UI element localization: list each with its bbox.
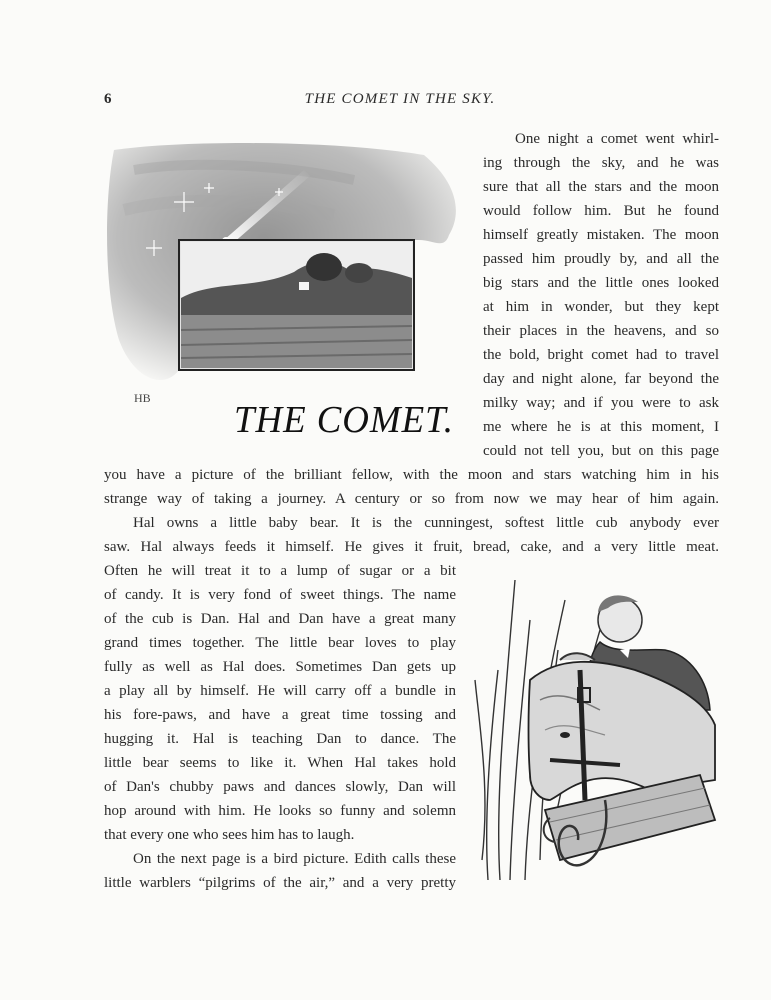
text-line: of candy. It is very fond of sweet things. The name [104,587,456,603]
text-line: ing through the sky, and he was [483,155,719,171]
text-line: a play all by himself. He will carry off a bundle in [104,683,456,699]
text-line: of the cub is Dan. Hal and Dan have a great many [104,611,456,627]
text-line: day and night alone, far beyond the [483,371,719,387]
text-line: himself greatly mistaken. The moon [483,227,719,243]
text-line: their places in the heavens, and so [483,323,719,339]
text-line: sure that all the stars and the moon [483,179,719,195]
text-line: that every one who sees him has to laugh. [104,827,355,843]
text-line: passed him proudly by, and all the [483,251,719,267]
text-line: his fore-paws, and have a great time tossing and [104,707,456,723]
text-line: hugging it. Hal is teaching Dan to dance. The [104,731,456,747]
text-line: fully as well as Hal does. Sometimes Dan gets up [104,659,456,675]
text-line: One night a comet went whirl- [515,131,719,147]
text-line: at him in wonder, but they kept [483,299,719,315]
text-line: big stars and the little ones looked [483,275,719,291]
text-line: would follow him. But he found [483,203,719,219]
text-line: you have a picture of the brilliant fellow, with the moon and stars watching him in his [104,467,719,483]
text-line: grand times together. The little bear loves to play [104,635,456,651]
text-line: of Dan's chubby paws and dances slowly, Dan will [104,779,456,795]
text-line: little bear seems to like it. When Hal takes hold [104,755,456,771]
comet-illustration [104,140,470,450]
text-line: the bold, bright comet had to travel [483,347,719,363]
text-line: saw. Hal always feeds it himself. He gives it fruit, bread, cake, and a very little meat. [104,539,719,555]
text-line: Hal owns a little baby bear. It is the cunningest, softest little cub anybody ever [133,515,719,531]
running-head: THE COMET IN THE SKY. [304,91,496,107]
text-line: me where he is at this moment, I [483,419,719,435]
text-line: little warblers “pilgrims of the air,” and a very pretty [104,875,456,891]
page-number: 6 [104,91,112,107]
text-line: milky way; and if you were to ask [483,395,719,411]
comet-title-lettering: THE COMET. [234,399,454,441]
text-line: On the next page is a bird picture. Edith calls these [133,851,456,867]
horse-and-boy-illustration [470,560,720,890]
text-line: strange way of taking a journey. A century or so from now we may hear of him again. [104,491,719,507]
text-line: could not tell you, but on this page [483,443,719,459]
text-line: hop around with him. He looks so funny and solemn [104,803,456,819]
text-line: Often he will treat it to a lump of sugar or a bit [104,563,456,579]
svg-text:HB: HB [134,391,151,405]
